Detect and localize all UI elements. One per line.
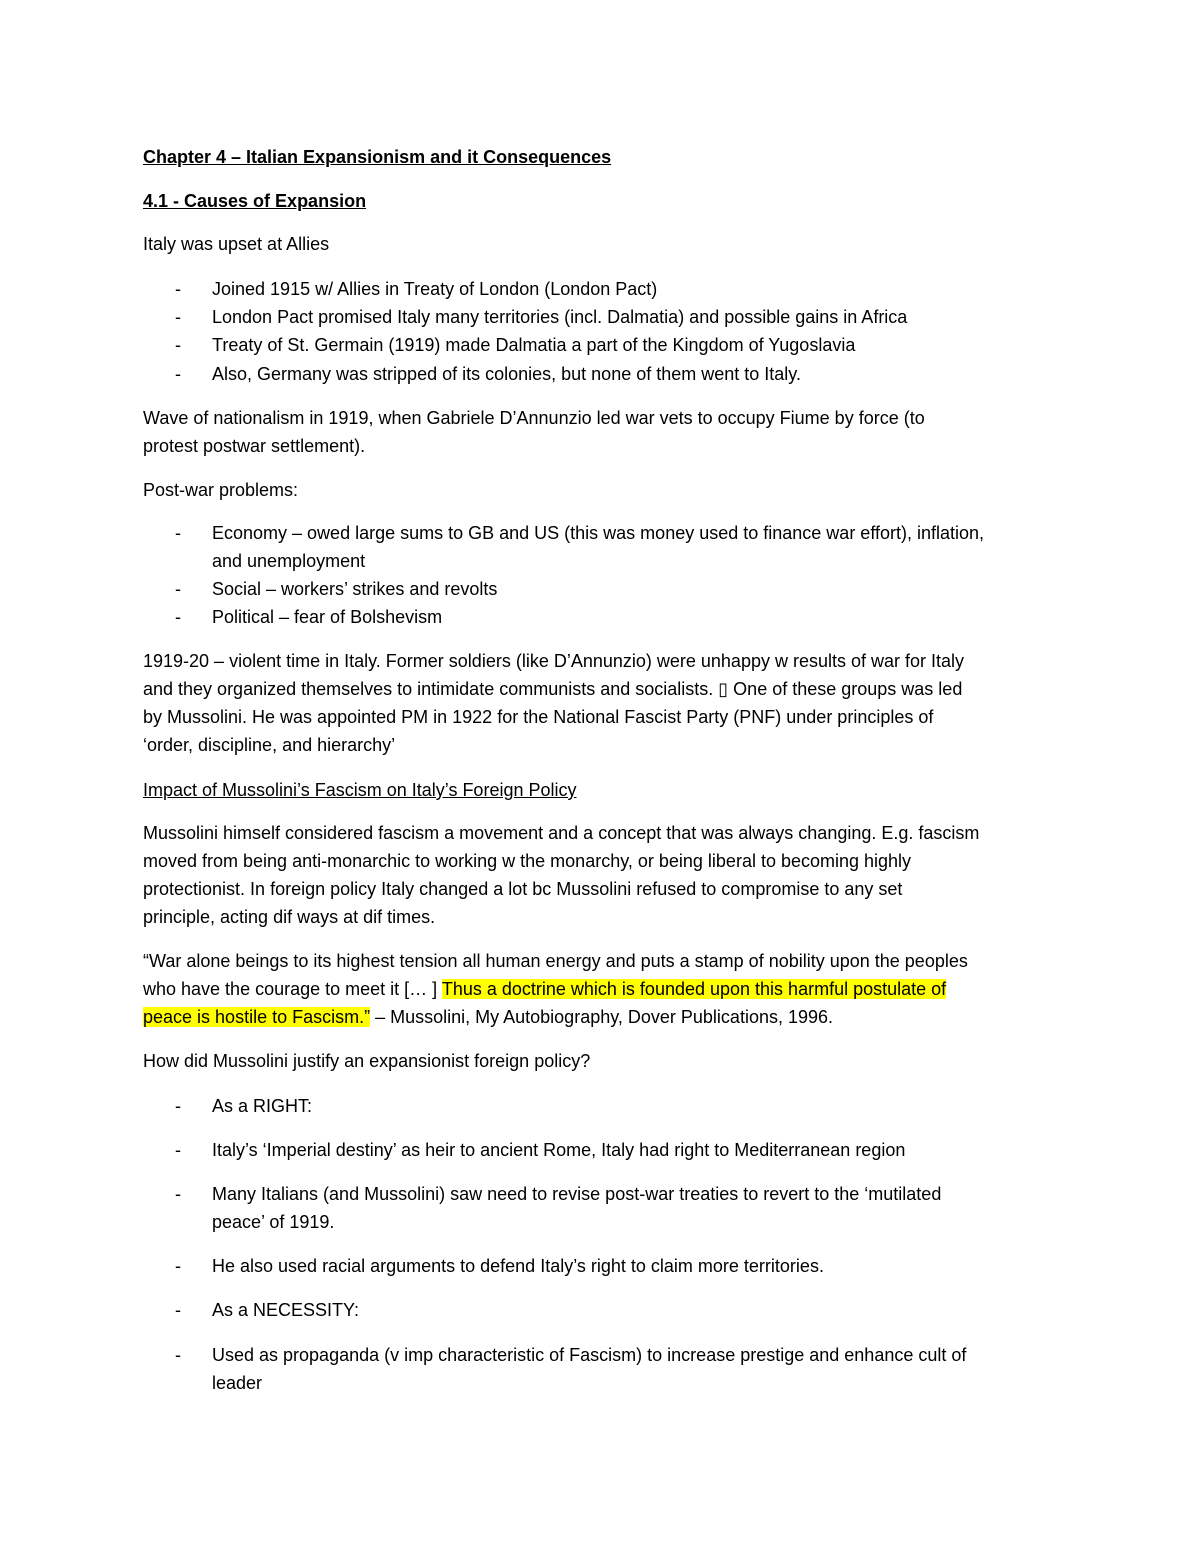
bullet-dash: - [175,523,181,543]
text-line: moved from being anti-monarchic to working w the monarchy, or being liberal to becoming highly [143,851,912,871]
text-line: and they organized themselves to intimidate communists and socialists. ▯ One of these groups was led [143,679,963,699]
bullet-dash: - [175,1256,181,1276]
list-item: As a NECESSITY: [212,1300,360,1320]
highlighted-text: Thus a doctrine which is founded upon this harmful postulate of [441,979,947,999]
quote-citation: – Mussolini, My Autobiography, Dover Publications, 1996. [370,1007,834,1027]
bullet-dash: - [175,607,181,627]
impact-heading: Impact of Mussolini’s Fascism on Italy’s Foreign Policy [143,780,577,800]
list-item: peace’ of 1919. [212,1212,335,1232]
text-line: protectionist. In foreign policy Italy changed a lot bc Mussolini refused to compromise to any set [143,879,903,899]
list-item: Joined 1915 w/ Allies in Treaty of London (London Pact) [212,279,658,299]
bullet-dash: - [175,579,181,599]
list-item: leader [212,1373,263,1393]
list-item: Economy – owed large sums to GB and US (this was money used to finance war effort), inflation, [212,523,985,543]
list-item: Treaty of St. Germain (1919) made Dalmatia a part of the Kingdom of Yugoslavia [212,335,856,355]
bullet-dash: - [175,279,181,299]
list-item: and unemployment [212,551,366,571]
list-item: Many Italians (and Mussolini) saw need to revise post-war treaties to revert to the ‘mutilated [212,1184,942,1204]
quote-line: “War alone beings to its highest tension all human energy and puts a stamp of nobility upon the peoples [143,951,968,971]
list-item: As a RIGHT: [212,1096,313,1116]
text-line: Wave of nationalism in 1919, when Gabriele D’Annunzio led war vets to occupy Fiume by force (to [143,408,925,428]
quote-line [143,978,946,1000]
text-line: ‘order, discipline, and hierarchy’ [143,735,396,755]
paragraph-postwar: Post-war problems: [143,480,299,500]
chapter-title: Chapter 4 – Italian Expansionism and it Consequences [143,147,612,167]
list-item: Used as propaganda (v imp characteristic of Fascism) to increase prestige and enhance cult of [212,1345,967,1365]
bullet-dash: - [175,1096,181,1116]
bullet-dash: - [175,364,181,384]
section-title: 4.1 - Causes of Expansion [143,191,367,211]
text-line: protest postwar settlement). [143,436,366,456]
list-item: He also used racial arguments to defend Italy’s right to claim more territories. [212,1256,824,1276]
quote-line [143,1006,833,1028]
list-item: Italy’s ‘Imperial destiny’ as heir to ancient Rome, Italy had right to Mediterranean region [212,1140,906,1160]
bullet-dash: - [175,1300,181,1320]
bullet-dash: - [175,1140,181,1160]
highlighted-text: peace is hostile to Fascism.” [143,1007,371,1027]
bullet-dash: - [175,1345,181,1365]
bullet-dash: - [175,307,181,327]
text-line: by Mussolini. He was appointed PM in 1922 for the National Fascist Party (PNF) under principles of [143,707,934,727]
list-item: London Pact promised Italy many territories (incl. Dalmatia) and possible gains in Africa [212,307,908,327]
paragraph-question: How did Mussolini justify an expansionist foreign policy? [143,1051,591,1071]
bullet-dash: - [175,1184,181,1204]
quote-text: who have the courage to meet it [… ] [143,979,442,999]
paragraph-allies: Italy was upset at Allies [143,234,330,254]
bullet-dash: - [175,335,181,355]
list-item: Political – fear of Bolshevism [212,607,443,627]
text-line: Mussolini himself considered fascism a movement and a concept that was always changing. E.g. fascism [143,823,980,843]
list-item: Also, Germany was stripped of its colonies, but none of them went to Italy. [212,364,801,384]
text-line: 1919-20 – violent time in Italy. Former soldiers (like D’Annunzio) were unhappy w results of war for Italy [143,651,965,671]
list-item: Social – workers’ strikes and revolts [212,579,498,599]
text-line: principle, acting dif ways at dif times. [143,907,436,927]
